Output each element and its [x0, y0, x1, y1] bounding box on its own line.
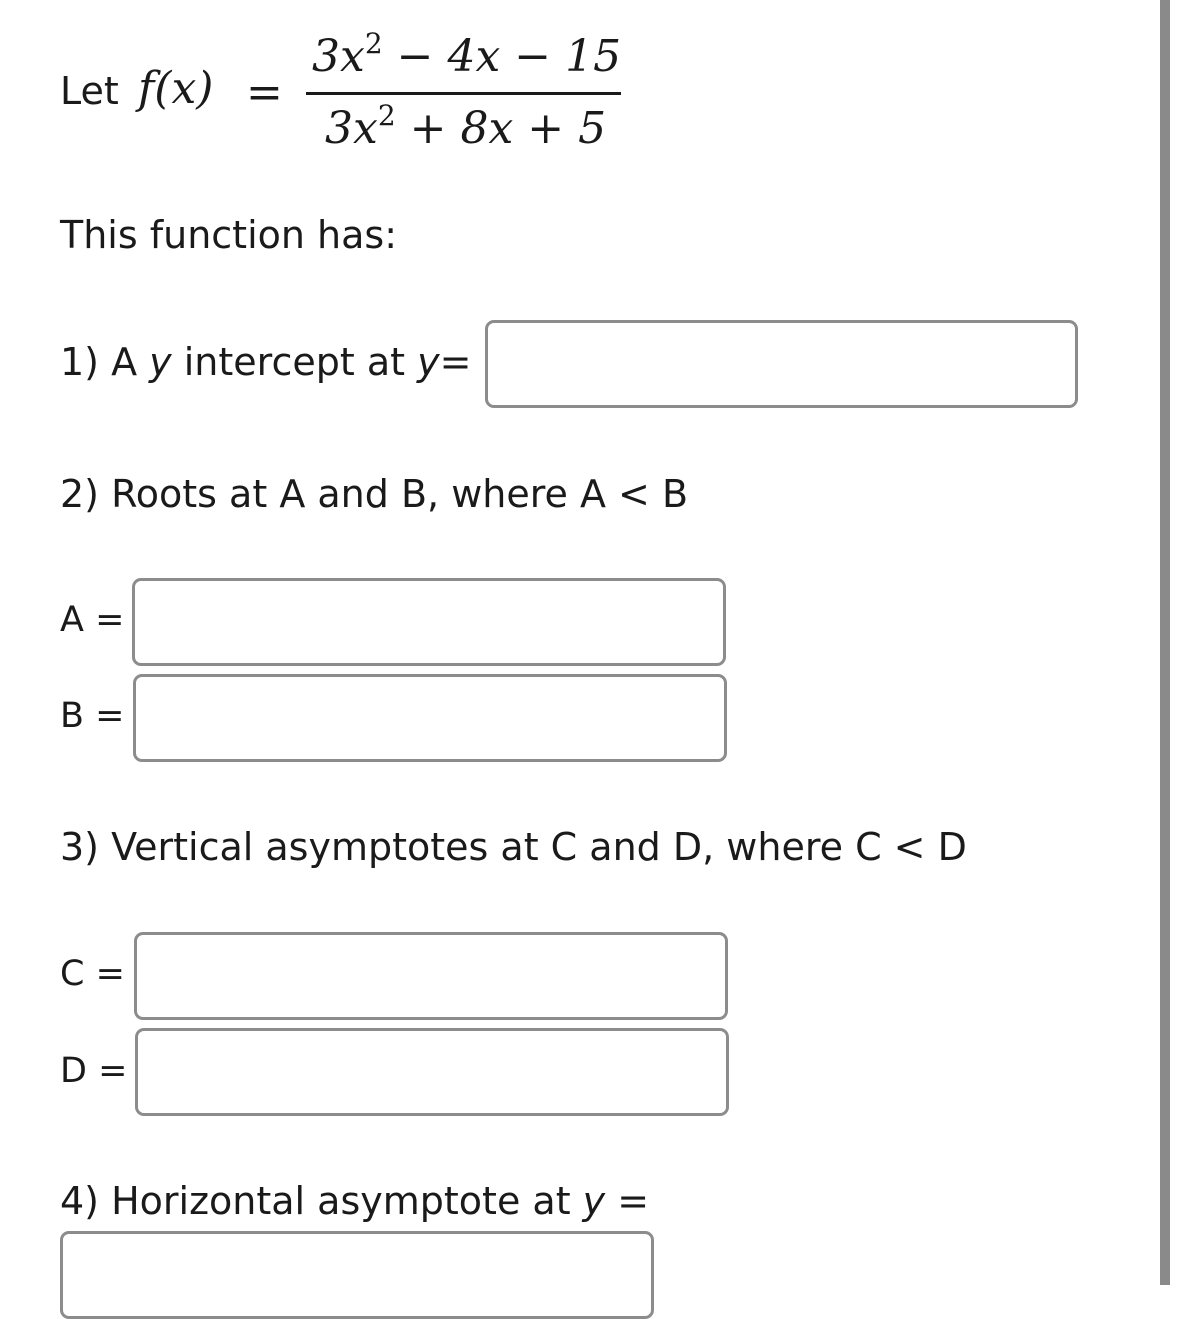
fraction-numerator	[312, 27, 622, 82]
part4-label	[60, 1178, 649, 1224]
asymptote-d-input[interactable]	[135, 1028, 729, 1116]
part2-label: 2) Roots at A and B, where A < B	[60, 472, 689, 516]
denominator-suffix: + 8x + 5	[395, 103, 607, 154]
let-label: Let	[60, 69, 119, 113]
root-b-input[interactable]	[133, 674, 727, 762]
asymptote-c-input[interactable]	[134, 932, 728, 1020]
root-b-label: B =	[60, 696, 125, 736]
numerator-prefix: 3x	[312, 31, 365, 82]
part1-var: y	[149, 340, 172, 384]
fraction-denominator	[325, 99, 607, 154]
part4-var: y	[582, 1179, 606, 1223]
part3-label: 3) Vertical asymptotes at C and D, where C < D	[60, 825, 967, 869]
prompt-text: This function has:	[60, 213, 398, 257]
part4-prefix: 4) Horizontal asymptote at	[60, 1179, 583, 1223]
denominator-exponent: 2	[377, 99, 396, 132]
part4-suffix: =	[605, 1179, 650, 1223]
part1-prefix: 1) A	[60, 340, 150, 384]
page-scroll-edge	[1160, 0, 1170, 1285]
root-a-input[interactable]	[132, 578, 726, 666]
y-intercept-input[interactable]	[485, 320, 1078, 408]
asymptote-d-label: D =	[60, 1051, 128, 1091]
equals-sign: =	[246, 67, 283, 118]
fraction-bar	[306, 92, 621, 95]
numerator-suffix: − 4x − 15	[382, 31, 622, 82]
asymptote-c-label: C =	[60, 954, 125, 994]
part1-middle: intercept at	[171, 340, 418, 384]
numerator-exponent: 2	[364, 27, 383, 60]
horizontal-asymptote-input[interactable]	[60, 1231, 654, 1319]
part1-var2: y	[417, 340, 440, 384]
denominator-prefix: 3x	[325, 103, 378, 154]
function-lhs: f(x)	[138, 63, 214, 114]
root-a-label: A =	[60, 600, 125, 640]
part1-suffix: =	[439, 340, 472, 384]
part1-label	[60, 339, 471, 385]
